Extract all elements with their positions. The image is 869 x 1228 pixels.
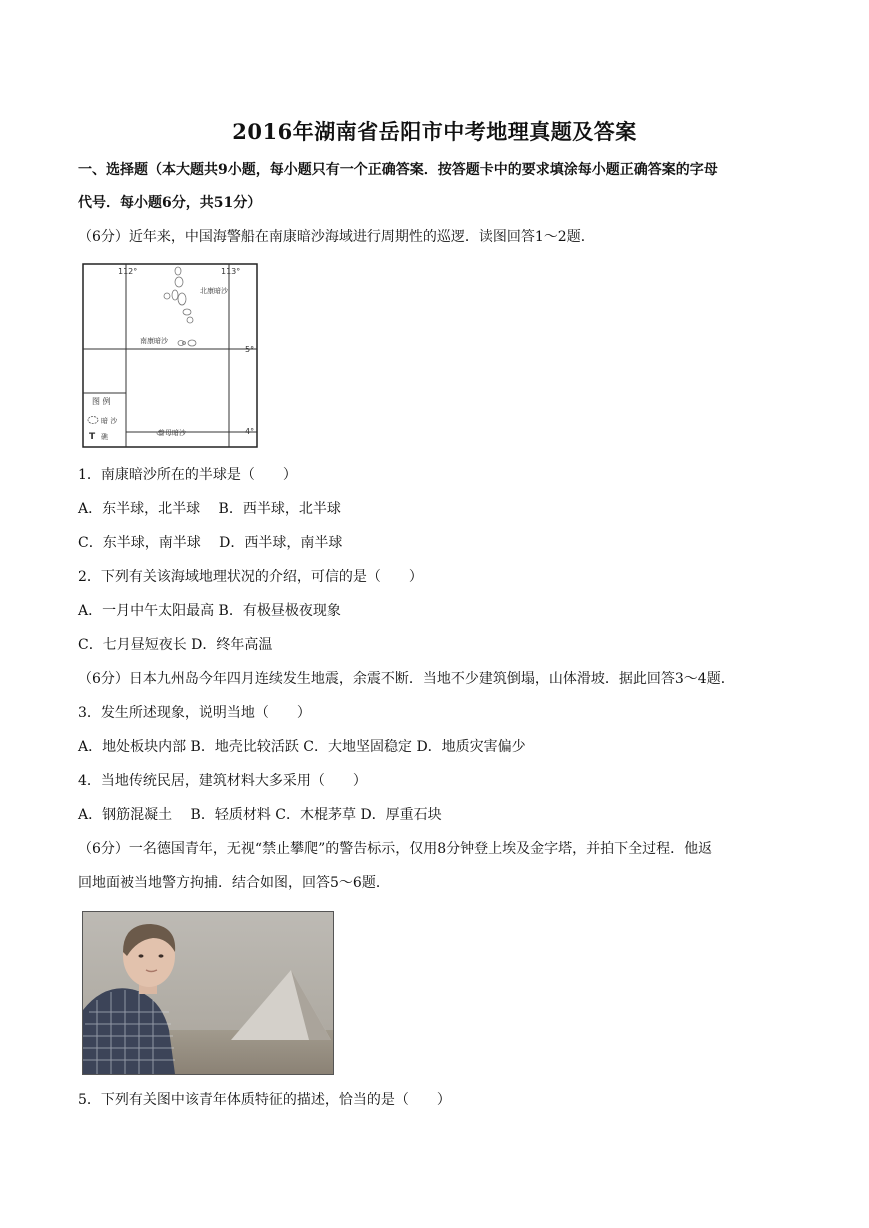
q3-stem: 3．发生所述现象，说明当地（ ） <box>78 705 311 721</box>
group1-intro: （6分）近年来，中国海警船在南康暗沙海域进行周期性的巡逻．读图回答1～2题． <box>78 229 595 245</box>
map-legend-reef: 礁 <box>101 433 108 441</box>
map-legend-title: 图 例 <box>92 397 111 406</box>
section-heading-line1: 一、选择题（本大题共9小题，每小题只有一个正确答案．按答题卡中的要求填涂每小题正确答案的字母 <box>78 162 718 178</box>
map-label-north: 北康暗沙 <box>200 287 228 295</box>
group2-intro: （6分）日本九州岛今年四月连续发生地震，余震不断．当地不少建筑倒塌，山体滑坡．据此回答3～4题． <box>78 671 735 687</box>
map-lat-upper-label: 5° <box>245 345 255 354</box>
group3-intro-line2: 回地面被当地警方拘捕．结合如图，回答5～6题． <box>78 875 390 891</box>
q4-options: A．钢筋混凝土 B．轻质材料 C．木棍茅草 D．厚重石块 <box>78 807 442 823</box>
map-label-south: 南康暗沙 <box>140 337 168 345</box>
q4-stem: 4．当地传统民居，建筑材料大多采用（ ） <box>78 773 367 789</box>
section-heading-line2: 代号．每小题6分，共51分） <box>78 195 262 211</box>
q2-stem: 2．下列有关该海域地理状况的介绍，可信的是（ ） <box>78 569 423 585</box>
page-title: 2016年湖南省岳阳市中考地理真题及答案 <box>232 119 637 144</box>
map-label-zengmu: 曾母暗沙 <box>158 429 186 437</box>
q1-options-ab: A．东半球，北半球 B．西半球，北半球 <box>78 501 341 517</box>
q1-options-cd: C．东半球，南半球 D．西半球，南半球 <box>78 535 343 551</box>
pyramid-photo <box>82 911 334 1075</box>
q1-stem: 1．南康暗沙所在的半球是（ ） <box>78 467 297 483</box>
q3-options: A．地处板块内部 B．地壳比较活跃 C．大地坚固稳定 D．地质灾害偏少 <box>78 739 526 755</box>
group3-intro-line1: （6分）一名德国青年，无视“禁止攀爬”的警告标示，仅用8分钟登上埃及金字塔，并拍下全过程．他返 <box>78 841 713 857</box>
nankang-shoal-map <box>82 263 258 448</box>
map-legend-reef-symbol: T <box>89 432 96 442</box>
map-lat-lower-label: 4° <box>245 427 255 436</box>
map-lon-left-label: 112° <box>118 267 138 276</box>
q2-options-cd: C．七月昼短夜长 D．终年高温 <box>78 637 273 653</box>
q2-options-ab: A．一月中午太阳最高 B．有极昼极夜现象 <box>78 603 341 619</box>
map-legend-shoal: 暗 沙 <box>101 417 118 425</box>
map-lon-right-label: 113° <box>221 267 241 276</box>
q5-stem: 5．下列有关图中该青年体质特征的描述，恰当的是（ ） <box>78 1092 451 1108</box>
